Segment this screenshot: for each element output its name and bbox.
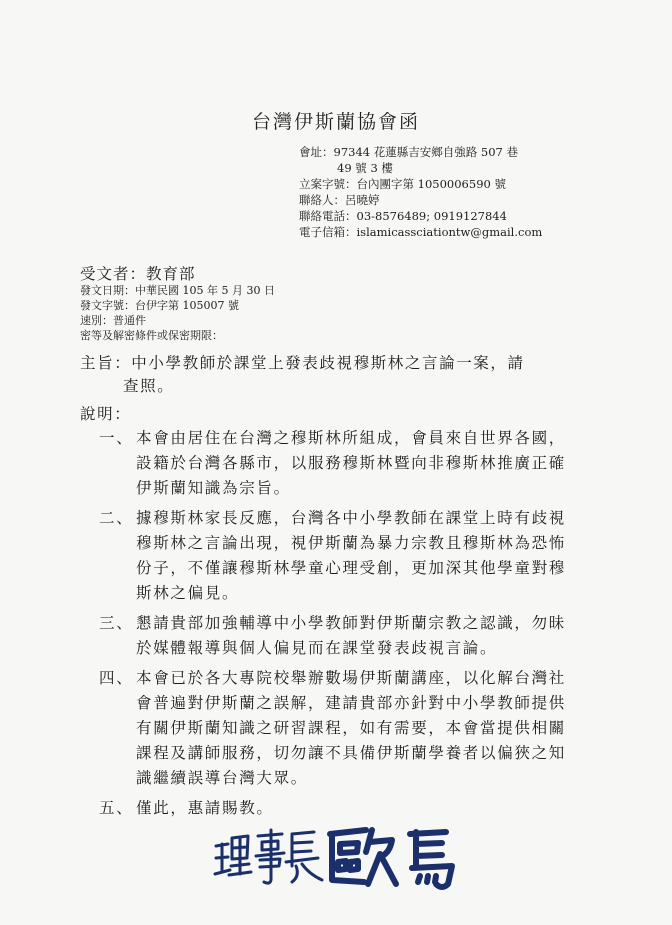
item-text: 僅此，惠請賜教。	[136, 799, 274, 817]
item-text: 懇請貴部加強輔導中小學教師對伊斯蘭宗教之認識，勿昧於媒體報導與個人偏見而在課堂發表歧視言論。	[136, 614, 567, 657]
delivery-speed: 速別：普通件	[80, 314, 146, 327]
subject-line: 主旨：中小學教師於課堂上發表歧視穆斯林之言論一案，請	[80, 354, 525, 372]
item-number: 五、	[99, 799, 134, 817]
explanation-label: 說明：	[80, 405, 132, 423]
sender-email: 電子信箱：islamicassciationtw@gmail.com	[299, 225, 543, 239]
sender-address: 會址：97344 花蓮縣吉安鄉自強路 507 巷	[299, 145, 518, 159]
classification: 密等及解密條件或保密期限：	[80, 329, 223, 342]
document-meta	[80, 283, 275, 343]
item-text: 本會由居住在台灣之穆斯林所組成，會員來自世界各國，設籍於台灣各縣市，以服務穆斯林暨向非穆斯林推廣正確伊斯蘭知識為宗旨。	[136, 429, 567, 497]
recipient-line: 受文者：教育部	[80, 265, 196, 283]
explanation-item	[99, 611, 569, 661]
item-number: 四、	[99, 669, 134, 687]
sender-contact-person: 聯絡人：呂曉婷	[299, 193, 380, 207]
item-text: 據穆斯林家長反應，台灣各中小學教師在課堂上時有歧視穆斯林之言論出現，視伊斯蘭為暴力宗教且穆斯林為恐怖份子，不僅讓穆斯林學童心理受創，更加深其他學童對穆斯林之偏見。	[136, 509, 567, 602]
sender-info-block	[299, 144, 542, 240]
explanation-items	[99, 426, 569, 826]
reference-number: 發文字號：台伊字第 105007 號	[80, 299, 239, 312]
item-number: 一、	[99, 429, 134, 447]
letter-title: 台灣伊斯蘭協會函	[251, 111, 420, 133]
sender-address-cont: 49 號 3 樓	[337, 161, 393, 175]
item-text: 本會已於各大專院校舉辦數場伊斯蘭講座，以化解台灣社會普遍對伊斯蘭之誤解，建請貴部亦針對中小學教師提供有關伊斯蘭知識之研習課程，如有需要，本會當提供相關課程及講師服務，切勿讓不具備伊斯蘭學養者以偏狹之知識繼續誤導台灣大眾。	[136, 669, 567, 787]
item-number: 三、	[99, 614, 134, 632]
sender-registration: 立案字號：台內團字第 1050006590 號	[299, 177, 506, 191]
subject-line-cont: 查照。	[123, 377, 175, 395]
chairman-signature	[212, 822, 462, 894]
explanation-item	[99, 796, 569, 821]
issue-date: 發文日期：中華民國 105 年 5 月 30 日	[80, 284, 275, 297]
explanation-item	[99, 426, 569, 501]
subject-block	[80, 352, 560, 398]
explanation-item	[99, 506, 569, 606]
explanation-item	[99, 666, 569, 791]
sender-phone: 聯絡電話：03-8576489; 0919127844	[299, 209, 507, 223]
item-number: 二、	[99, 509, 134, 527]
